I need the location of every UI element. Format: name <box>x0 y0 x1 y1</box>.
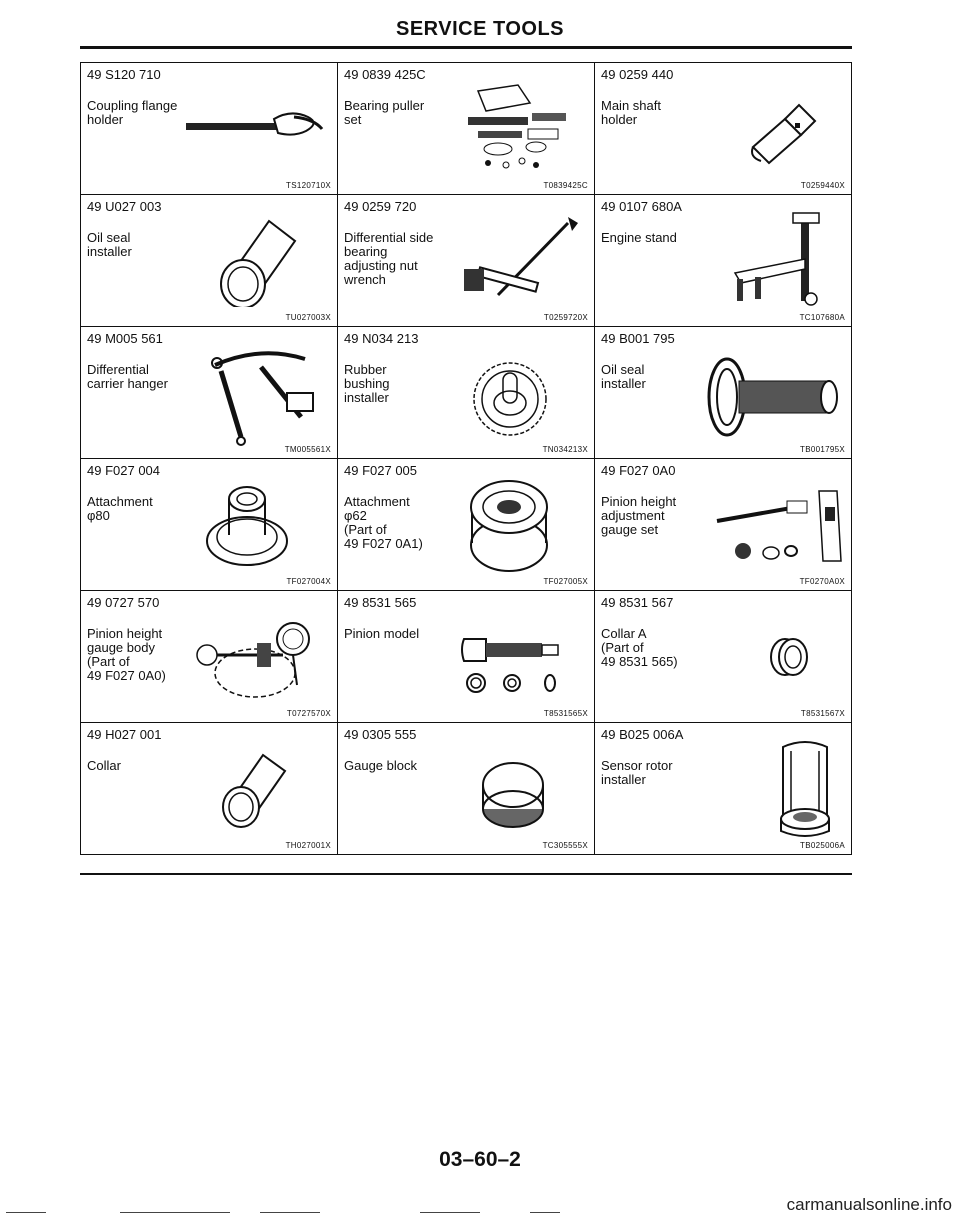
table-row <box>81 459 852 591</box>
figure-code: TM005561X <box>284 445 331 454</box>
part-number: 49 0107 680A <box>601 199 682 214</box>
tool-cell <box>595 591 852 723</box>
part-number: 49 0839 425C <box>344 67 426 82</box>
rubber-bushing-installer-icon <box>470 347 550 439</box>
scan-artifact <box>530 1212 560 1213</box>
attachment-80-icon <box>199 479 295 571</box>
tool-name: Attachment φ80 <box>87 494 153 523</box>
table-row <box>81 723 852 855</box>
figure-code: TN034213X <box>542 445 588 454</box>
figure-code: T8531567X <box>800 709 845 718</box>
part-number: 49 0305 555 <box>344 727 417 742</box>
watermark: carmanualsonline.info <box>786 1195 952 1214</box>
pinion-gauge-set-icon <box>707 481 847 577</box>
tool-cell <box>81 63 338 195</box>
tool-name: Oil seal installer <box>601 362 646 391</box>
bearing-puller-set-icon <box>458 81 578 176</box>
part-number: 49 0727 570 <box>87 595 160 610</box>
oil-seal-installer-icon <box>211 211 301 307</box>
tool-name: Differential side bearing adjusting nut wrench <box>344 230 434 287</box>
engine-stand-icon <box>725 209 835 313</box>
figure-code: TF027005X <box>543 577 588 586</box>
figure-code: TF0270A0X <box>799 577 845 586</box>
coupling-flange-holder-icon <box>186 107 326 147</box>
table-row <box>81 591 852 723</box>
tool-name: Collar <box>87 758 121 773</box>
figure-code: TB025006A <box>800 841 845 850</box>
figure-code: T0839425C <box>543 181 588 190</box>
part-number: 49 F027 004 <box>87 463 161 478</box>
table-row <box>81 327 852 459</box>
attachment-62-icon <box>466 473 552 577</box>
tool-cell <box>595 723 852 855</box>
figure-code: TC305555X <box>542 841 588 850</box>
sensor-rotor-installer-icon <box>775 737 835 841</box>
figure-code: T0727570X <box>286 709 331 718</box>
scan-artifact <box>120 1212 230 1213</box>
figure-code: TH027001X <box>285 841 331 850</box>
figure-code: T8531565X <box>543 709 588 718</box>
tool-name: Sensor rotor installer <box>601 758 673 787</box>
tool-cell <box>338 195 595 327</box>
tool-cell <box>595 63 852 195</box>
tool-cell <box>338 327 595 459</box>
tool-cell <box>81 195 338 327</box>
tool-cell <box>338 459 595 591</box>
figure-code: TB001795X <box>800 445 845 454</box>
tool-cell <box>81 591 338 723</box>
tool-name: Main shaft holder <box>601 98 661 127</box>
service-tools-table <box>80 62 852 855</box>
figure-code: TF027004X <box>286 577 331 586</box>
tool-name: Oil seal installer <box>87 230 132 259</box>
gauge-body-icon <box>193 613 323 709</box>
figure-code: TS120710X <box>286 181 331 190</box>
tool-name: Pinion height adjustment gauge set <box>601 494 677 537</box>
tool-cell <box>81 723 338 855</box>
collar-a-icon <box>765 633 815 679</box>
collar-icon <box>217 745 289 829</box>
tool-name: Gauge block <box>344 758 417 773</box>
tool-name: Pinion model <box>344 626 420 641</box>
tool-cell <box>595 459 852 591</box>
figure-code: T0259440X <box>800 181 845 190</box>
part-number: 49 F027 005 <box>344 463 418 478</box>
oil-seal-installer-long-icon <box>705 351 845 441</box>
tool-name: Engine stand <box>601 230 677 245</box>
tool-cell <box>595 327 852 459</box>
main-shaft-holder-icon <box>745 101 825 171</box>
tool-name: Rubber bushing installer <box>344 362 390 405</box>
part-number: 49 S120 710 <box>87 67 161 82</box>
figure-code: T0259720X <box>543 313 588 322</box>
tool-cell <box>81 459 338 591</box>
tool-name: Bearing puller set <box>344 98 425 127</box>
part-number: 49 F027 0A0 <box>601 463 676 478</box>
tool-cell <box>338 591 595 723</box>
page-number: 03–60–2 <box>439 1148 521 1171</box>
scan-artifact <box>420 1212 480 1213</box>
tool-cell <box>338 63 595 195</box>
tool-cell <box>338 723 595 855</box>
tool-name: Pinion height gauge body (Part of 49 F027 0A0) <box>87 626 166 683</box>
table-row <box>81 63 852 195</box>
part-number: 49 B025 006A <box>601 727 684 742</box>
carrier-hanger-icon <box>201 337 321 447</box>
header-rule <box>80 46 852 49</box>
tool-name: Differential carrier hanger <box>87 362 168 391</box>
part-number: 49 8531 565 <box>344 595 417 610</box>
figure-code: TU027003X <box>285 313 331 322</box>
adjusting-nut-wrench-icon <box>458 213 588 309</box>
figure-code: TC107680A <box>799 313 845 322</box>
tool-cell <box>595 195 852 327</box>
part-number: 49 8531 567 <box>601 595 674 610</box>
tool-name: Attachment φ62 (Part of 49 F027 0A1) <box>344 494 423 551</box>
part-number: 49 M005 561 <box>87 331 163 346</box>
table-row <box>81 195 852 327</box>
footer-rule <box>80 873 852 875</box>
page-title: SERVICE TOOLS <box>395 18 565 40</box>
scan-artifact <box>260 1212 320 1213</box>
part-number: 49 U027 003 <box>87 199 162 214</box>
part-number: 49 B001 795 <box>601 331 675 346</box>
gauge-block-icon <box>478 755 548 833</box>
pinion-model-icon <box>456 619 582 703</box>
tool-name: Coupling flange holder <box>87 98 178 127</box>
scan-artifact <box>6 1212 46 1213</box>
tool-cell <box>81 327 338 459</box>
tool-name: Collar A (Part of 49 8531 565) <box>601 626 678 669</box>
part-number: 49 0259 440 <box>601 67 674 82</box>
part-number: 49 H027 001 <box>87 727 162 742</box>
part-number: 49 N034 213 <box>344 331 419 346</box>
part-number: 49 0259 720 <box>344 199 417 214</box>
